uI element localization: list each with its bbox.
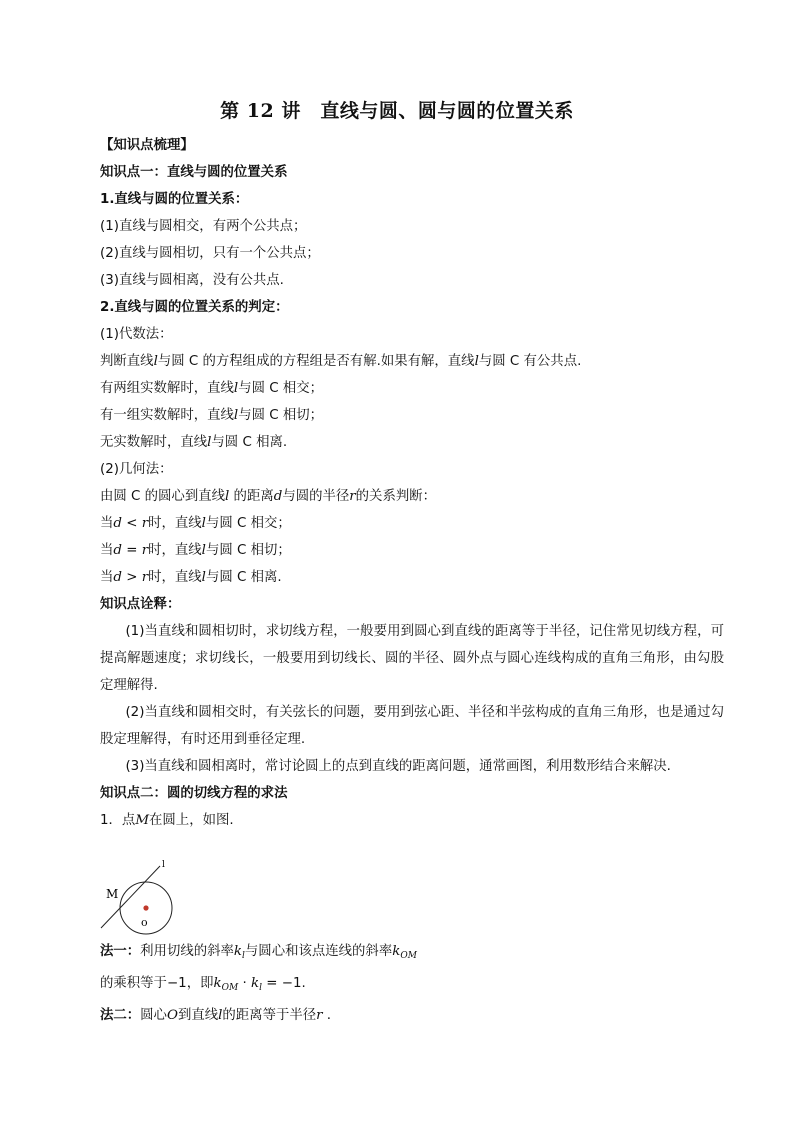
notes-heading: 知识点诠释： <box>100 597 181 612</box>
algebra-line: 无实数解时，直线l与圆 C 相离. <box>100 435 288 450</box>
method2-line: 法二：圆心O到直线l的距离等于半径r . <box>100 1008 332 1023</box>
geometry-line: 当d < r时，直线l与圆 C 相交； <box>100 516 291 531</box>
geometry-line: 当d > r时，直线l与圆 C 相离. <box>100 570 282 585</box>
kp1-sub2-heading: 2.直线与圆的位置关系的判定： <box>100 300 289 315</box>
kp1-sub1-heading: 1.直线与圆的位置关系： <box>100 192 249 207</box>
tangent-diagram <box>96 834 186 938</box>
kp2-item-1: 1．点M在圆上，如图. <box>100 813 234 828</box>
kp1-item-1: (1)直线与圆相交，有两个公共点； <box>100 219 307 234</box>
label-o: o <box>141 916 148 929</box>
tangent-figure <box>100 834 724 938</box>
kp2-heading: 知识点二：圆的切线方程的求法 <box>100 786 288 801</box>
method1-line1: 法一：利用切线的斜率$k_l$与圆心和该点连线的斜率$k_{OM}$ <box>100 944 417 961</box>
algebra-label: (1)代数法： <box>100 327 173 342</box>
algebra-line: 判断直线l与圆 C 的方程组成的方程组是否有解.如果有解，直线l与圆 C 有公共点. <box>100 354 582 369</box>
note-paragraph-2: (2)当直线和圆相交时，有关弦长的问题，要用到弦心距、半径和半弦构成的直角三角形，也是通过勾股定理解得，有时还用到垂径定理. <box>100 705 724 747</box>
geometry-line: 当d = r时，直线l与圆 C 相切； <box>100 543 291 558</box>
kp1-item-3: (3)直线与圆相离，没有公共点. <box>100 273 284 288</box>
page-title: 第 12 讲 直线与圆、圆与圆的位置关系 <box>220 100 574 122</box>
section-header: 【知识点梳理】 <box>100 138 194 153</box>
algebra-line: 有一组实数解时，直线l与圆 C 相切； <box>100 408 324 423</box>
kp1-heading: 知识点一：直线与圆的位置关系 <box>100 165 288 180</box>
algebra-line: 有两组实数解时，直线l与圆 C 相交； <box>100 381 324 396</box>
label-m: M <box>106 887 119 901</box>
method1-line2: 的乘积等于−1，即$k_{OM} \cdot k_l = -1$. <box>100 976 306 993</box>
label-l: l <box>162 860 165 870</box>
circle-center-dot <box>143 905 148 910</box>
kp1-item-2: (2)直线与圆相切，只有一个公共点； <box>100 246 320 261</box>
geometry-line: 由圆 C 的圆心到直线l 的距离d与圆的半径r的关系判断： <box>100 489 437 504</box>
geometry-label: (2)几何法： <box>100 462 173 477</box>
content <box>100 132 724 1029</box>
note-paragraph-1: (1)当直线和圆相切时，求切线方程，一般要用到圆心到直线的距离等于半径，记住常见切线方程，可提高解题速度；求切线长，一般要用到切线长、圆的半径、圆外点与圆心连线构成的直角三角形，由勾股定理解得. <box>100 624 724 693</box>
note-paragraph-3: (3)当直线和圆相离时，常讨论圆上的点到直线的距离问题，通常画图，利用数形结合来解决. <box>125 759 671 774</box>
